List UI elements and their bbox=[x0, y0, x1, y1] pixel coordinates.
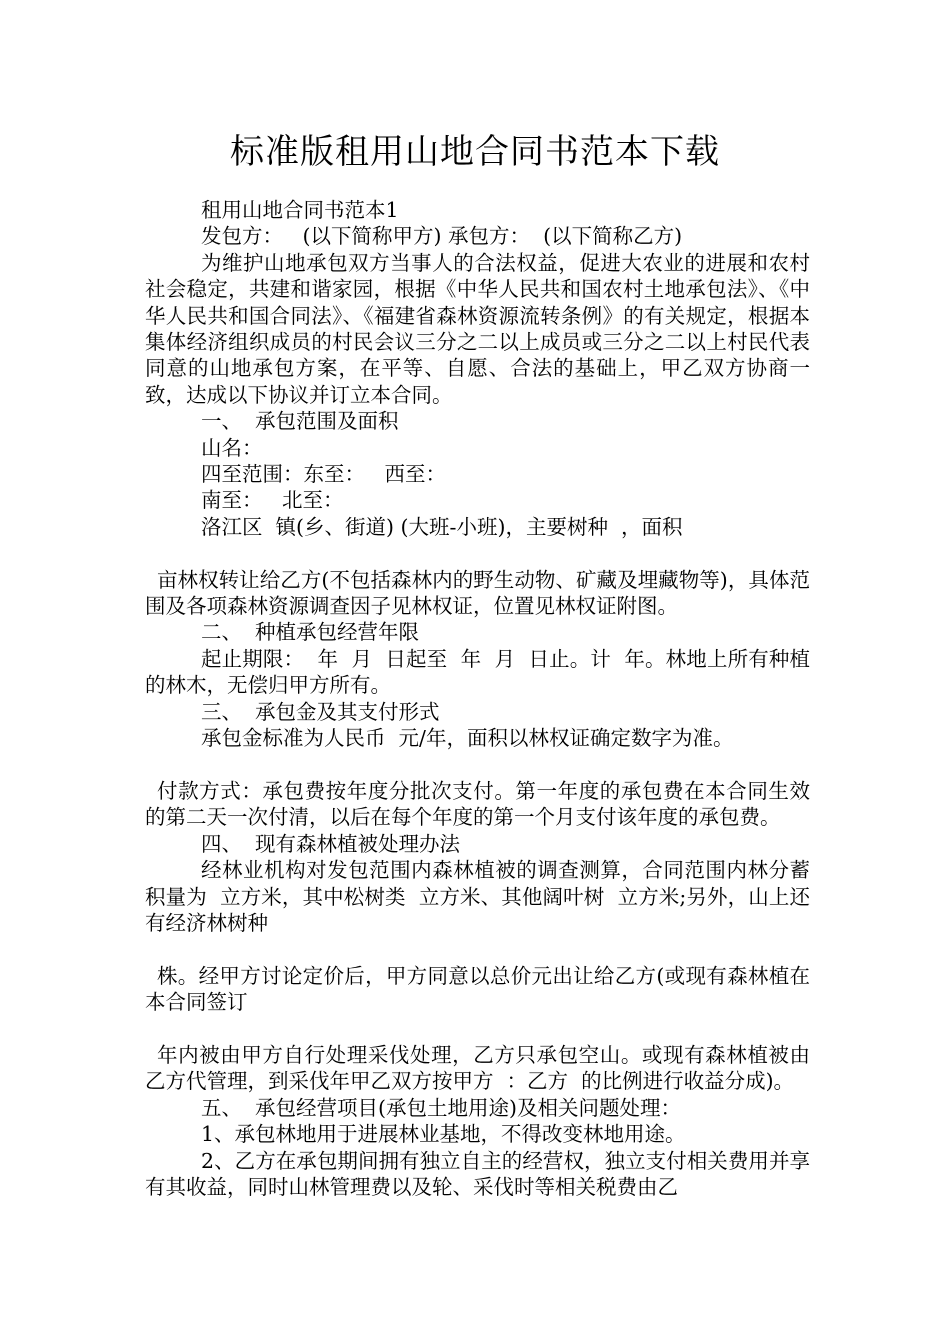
section-heading-4: 四、 现有森林植被处理办法 bbox=[201, 831, 461, 856]
paragraph-term: 起止期限： 年 月 日起至 年 月 日止。计 年。林地上所有种植的林木，无偿归甲方所有。 bbox=[145, 646, 810, 698]
paragraph-vegetation-handling: 年内被由甲方自行处理采伐处理，乙方只承包空山。或现有森林植被由乙方代管理，到采伐年甲乙双方按甲方 ：乙方 的比例进行收益分成)。 bbox=[145, 1042, 810, 1094]
paragraph-preamble: 为维护山地承包双方当事人的合法权益，促进大农业的进展和农村社会稳定，共建和谐家园，根据《中华人民共和国农村土地承包法》、《中华人民共和国合同法》、《福建省森林资源流转条例》的有关规定，根据本集体经济组织成员的村民会议三分之二以上成员或三分之二以上村民代表同意的山地承包方案，在平等、自愿、合法的基础上，甲乙双方协商一致，达成以下协议并订立本合同。 bbox=[145, 250, 810, 407]
paragraph-fee-standard: 承包金标准为人民币 元/年，面积以林权证确定数字为准。 bbox=[201, 726, 734, 751]
paragraph-item-2: 2、乙方在承包期间拥有独立自主的经营权，独立支付相关费用并享有其收益，同时山林管理费以及轮、采伐时等相关税费由乙 bbox=[145, 1148, 810, 1199]
document-title: 标准版租用山地合同书范本下载 bbox=[230, 132, 720, 172]
paragraph-location: 洛江区 镇(乡、街道) (大班-小班)，主要树种 ，面积 bbox=[201, 514, 683, 539]
paragraph-parties: 发包方： (以下简称甲方) 承包方： (以下简称乙方) bbox=[201, 224, 683, 249]
paragraph-payment: 付款方式：承包费按年度分批次支付。第一年度的承包费在本合同生效的第二天一次付清，以后在每个年度的第一个月支付该年度的承包费。 bbox=[145, 778, 810, 830]
document-body bbox=[145, 197, 810, 1200]
section-heading-1: 一、 承包范围及面积 bbox=[201, 409, 399, 434]
paragraph-mountain-name: 山名： bbox=[201, 435, 263, 460]
paragraph-vegetation-price: 株。经甲方讨论定价后，甲方同意以总价元出让给乙方(或现有森林植在本合同签订 bbox=[145, 963, 810, 1015]
paragraph-boundary-east-west: 四至范围：东至： 西至： bbox=[201, 462, 447, 487]
section-heading-2: 二、 种植承包经营年限 bbox=[201, 620, 420, 645]
paragraph-forest-transfer: 亩林权转让给乙方(不包括森林内的野生动物、矿藏及埋藏物等)，具体范围及各项森林资源调查因子见林权证，位置见林权证附图。 bbox=[145, 567, 810, 619]
section-heading-3: 三、 承包金及其支付形式 bbox=[201, 699, 440, 724]
paragraph-vegetation-survey: 经林业机构对发包范围内森林植被的调查测算，合同范围内林分蓄积量为 立方米，其中松树类 立方米、其他阔叶树 立方米;另外，山上还有经济林树种 bbox=[145, 858, 810, 935]
paragraph-subtitle: 租用山地合同书范本1 bbox=[201, 198, 399, 222]
paragraph-item-1: 1、承包林地用于进展林业基地，不得改变林地用途。 bbox=[201, 1122, 686, 1147]
section-heading-5: 五、 承包经营项目(承包土地用途)及相关问题处理： bbox=[201, 1095, 682, 1120]
paragraph-boundary-south-north: 南至： 北至： bbox=[201, 488, 344, 513]
